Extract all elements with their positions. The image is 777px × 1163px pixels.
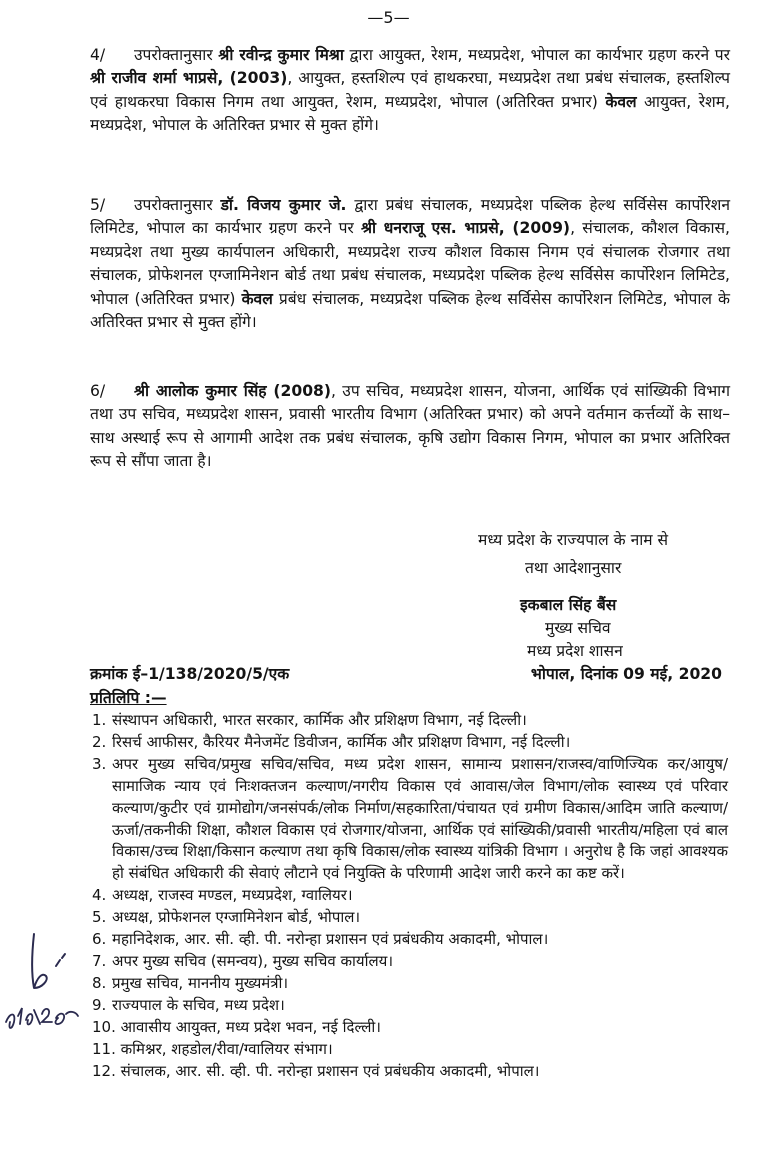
copy-recipient-item: [92, 754, 728, 885]
order-reference: [90, 662, 730, 684]
copy-recipient-text: अपर मुख्य सचिव (समन्वय), मुख्य सचिव कार्यालय।: [112, 951, 394, 970]
copy-recipient-item: [92, 907, 728, 929]
copy-recipient-text: अपर मुख्य सचिव/प्रमुख सचिव/सचिव, मध्य प्रदेश शासन, सामान्य प्रशासन/राजस्व/वाणिज्यिक कर/आयुष/सामाजिक न्याय एवं निःशक्तजन कल्याण/नगरीय विकास एवं आवास/जेल विभाग/लोक स्वास्थ्य एवं परिवार कल्याण/कुटीर एवं ग्रामोद्योग/जनसंपर्क/लोक निर्माण/सहकारिता/पंचायत एवं ग्रमीण विकास/आदिम जाति कल्याण/ऊर्जा/तकनीकी शिक्षा, कौशल विकास एवं रोजगार/योजना, आर्थिक एवं सांख्यिकी/प्रवासी भारतीय/महिला एवं बाल विकास/उच्च शिक्षा/किसान कल्याण तथा कृषि विकास/लोक स्वास्थ्य यांत्रिकी विभाग । अनुरोध है कि जहां आवश्यक हो संबंधित अधिकारी की सेवाएं लौटाने एवं नियुक्ति के परिणामी आदेश जारी करने का कष्ट करें।: [112, 754, 728, 883]
paragraph-number: 4/: [90, 46, 106, 64]
copy-recipient-number: 12.: [92, 1061, 116, 1080]
copy-recipient-item: [92, 710, 728, 732]
copy-heading: प्रतिलिपि :—: [90, 689, 167, 707]
page-number: —5—: [367, 8, 410, 27]
order-date: भोपाल, दिनांक 09 मई, 2020: [530, 665, 722, 683]
copy-recipient-list: [92, 710, 728, 1082]
copy-recipient-number: 8.: [92, 973, 107, 992]
copy-recipient-number: 3.: [92, 754, 107, 773]
copy-recipient-item: [92, 929, 728, 951]
copy-recipient-text: अध्यक्ष, राजस्व मण्डल, मध्यप्रदेश, ग्वालियर।: [112, 886, 353, 905]
copy-recipient-number: 11.: [92, 1039, 116, 1058]
signatory-name: इकबाल सिंह बैंस: [520, 596, 617, 614]
copy-recipient-text: प्रमुख सचिव, माननीय मुख्यमंत्री।: [112, 973, 289, 992]
signatory-office: मध्य प्रदेश शासन: [527, 642, 623, 660]
copy-recipient-text: संस्थापन अधिकारी, भारत सरकार, कार्मिक और प्रशिक्षण विभाग, नई दिल्ली।: [112, 711, 527, 729]
copy-recipient-item: [92, 732, 728, 754]
copy-recipient-text: अध्यक्ष, प्रोफेशनल एग्जामिनेशन बोर्ड, भोपाल।: [112, 908, 361, 927]
copy-recipient-number: 2.: [92, 732, 107, 751]
copy-recipient-number: 6.: [92, 930, 107, 949]
copy-recipient-text: रिसर्च आफीसर, कैरियर मैनेजमेंट डिवीजन, कार्मिक और प्रशिक्षण विभाग, नई दिल्ली।: [112, 732, 571, 751]
signature-authority-line: मध्य प्रदेश के राज्यपाल के नाम से: [478, 531, 669, 549]
copy-recipient-number: 1.: [92, 711, 107, 729]
copy-recipient-item: [92, 1039, 728, 1061]
signature-order-line: तथा आदेशानुसार: [525, 559, 622, 577]
copy-recipient-item: [92, 1061, 728, 1083]
copy-recipient-text: कमिश्नर, शहडोल/रीवा/ग्वालियर संभाग।: [120, 1039, 333, 1058]
copy-recipient-item: [92, 1017, 728, 1039]
copy-recipient-item: [92, 885, 728, 907]
paragraph-6: [90, 380, 730, 474]
paragraph-text: श्री आलोक कुमार सिंह (2008), उप सचिव, मध्यप्रदेश शासन, योजना, आर्थिक एवं सांख्यिकी विभाग तथा उप सचिव, मध्यप्रदेश शासन, प्रवासी भारतीय विभाग (अतिरिक्त प्रभार) को अपने वर्तमान कर्त्तव्यों के साथ–साथ अस्थाई रूप से आगामी आदेश तक प्रबंध संचालक, कृषि उद्योग विकास निगम, भोपाल का प्रभार अतिरिक्त रूप से सौंपा जाता है।: [90, 382, 730, 471]
paragraph-number: 5/: [90, 196, 106, 214]
copy-recipient-item: [92, 995, 728, 1017]
order-number: क्रमांक ई–1/138/2020/5/एक: [90, 665, 290, 683]
paragraph-text: उपरोक्तानुसार डॉ. विजय कुमार जे. द्वारा प्रबंध संचालक, मध्यप्रदेश पब्लिक हेल्थ सर्विसेस कार्पोरेशन लिमिटेड, भोपाल का कार्यभार ग्रहण करने पर श्री धनराजू एस. भाप्रसे, (2009), संचालक, कौशल विकास, मध्यप्रदेश तथा मुख्य कार्यपालन अधिकारी, मध्यप्रदेश राज्य कौशल विकास निगम एवं संचालक रोजगार तथा संचालक, प्रोफेशनल एग्जामिनेशन बोर्ड तथा प्रबंध संचालक, मध्यप्रदेश पब्लिक हेल्थ सर्विसेस कार्पोरेशन लिमिटेड, भोपाल (अतिरिक्त प्रभार) केवल प्रबंध संचालक, मध्यप्रदेश पब्लिक हेल्थ सर्विसेस कार्पोरेशन लिमिटेड, भोपाल के अतिरिक्त प्रभार से मुक्त होंगे।: [90, 196, 730, 332]
copy-recipient-number: 4.: [92, 886, 107, 905]
handwritten-initials-signature: [4, 922, 82, 1040]
copy-recipient-number: 5.: [92, 908, 107, 927]
signatory-designation: मुख्य सचिव: [545, 619, 611, 637]
copy-recipient-text: आवासीय आयुक्त, मध्य प्रदेश भवन, नई दिल्ली।: [120, 1017, 381, 1036]
copy-recipient-number: 9.: [92, 995, 107, 1014]
paragraph-4: [90, 44, 730, 138]
copy-recipient-text: संचालक, आर. सी. व्ही. पी. नरोन्हा प्रशासन एवं प्रबंधकीय अकादमी, भोपाल।: [120, 1061, 540, 1080]
paragraph-number: 6/: [90, 382, 106, 400]
copy-recipient-text: राज्यपाल के सचिव, मध्य प्रदेश।: [112, 995, 285, 1014]
copy-recipient-number: 7.: [92, 951, 107, 970]
copy-recipient-number: 10.: [92, 1017, 116, 1036]
copy-recipient-item: [92, 951, 728, 973]
copy-recipient-item: [92, 973, 728, 995]
paragraph-5: [90, 194, 730, 334]
copy-recipient-text: महानिदेशक, आर. सी. व्ही. पी. नरोन्हा प्रशासन एवं प्रबंधकीय अकादमी, भोपाल।: [112, 930, 549, 949]
paragraph-text: उपरोक्तानुसार श्री रवीन्द्र कुमार मिश्रा द्वारा आयुक्त, रेशम, मध्यप्रदेश, भोपाल का कार्यभार ग्रहण करने पर श्री राजीव शर्मा भाप्रसे, (2003), आयुक्त, हस्तशिल्प एवं हाथकरघा, मध्यप्रदेश तथा प्रबंध संचालक, हस्तशिल्प एवं हाथकरघा विकास निगम तथा आयुक्त, रेशम, मध्यप्रदेश, भोपाल (अतिरिक्त प्रभार) केवल आयुक्त, रेशम, मध्यप्रदेश, भोपाल के अतिरिक्त प्रभार से मुक्त होंगे।: [90, 46, 731, 135]
